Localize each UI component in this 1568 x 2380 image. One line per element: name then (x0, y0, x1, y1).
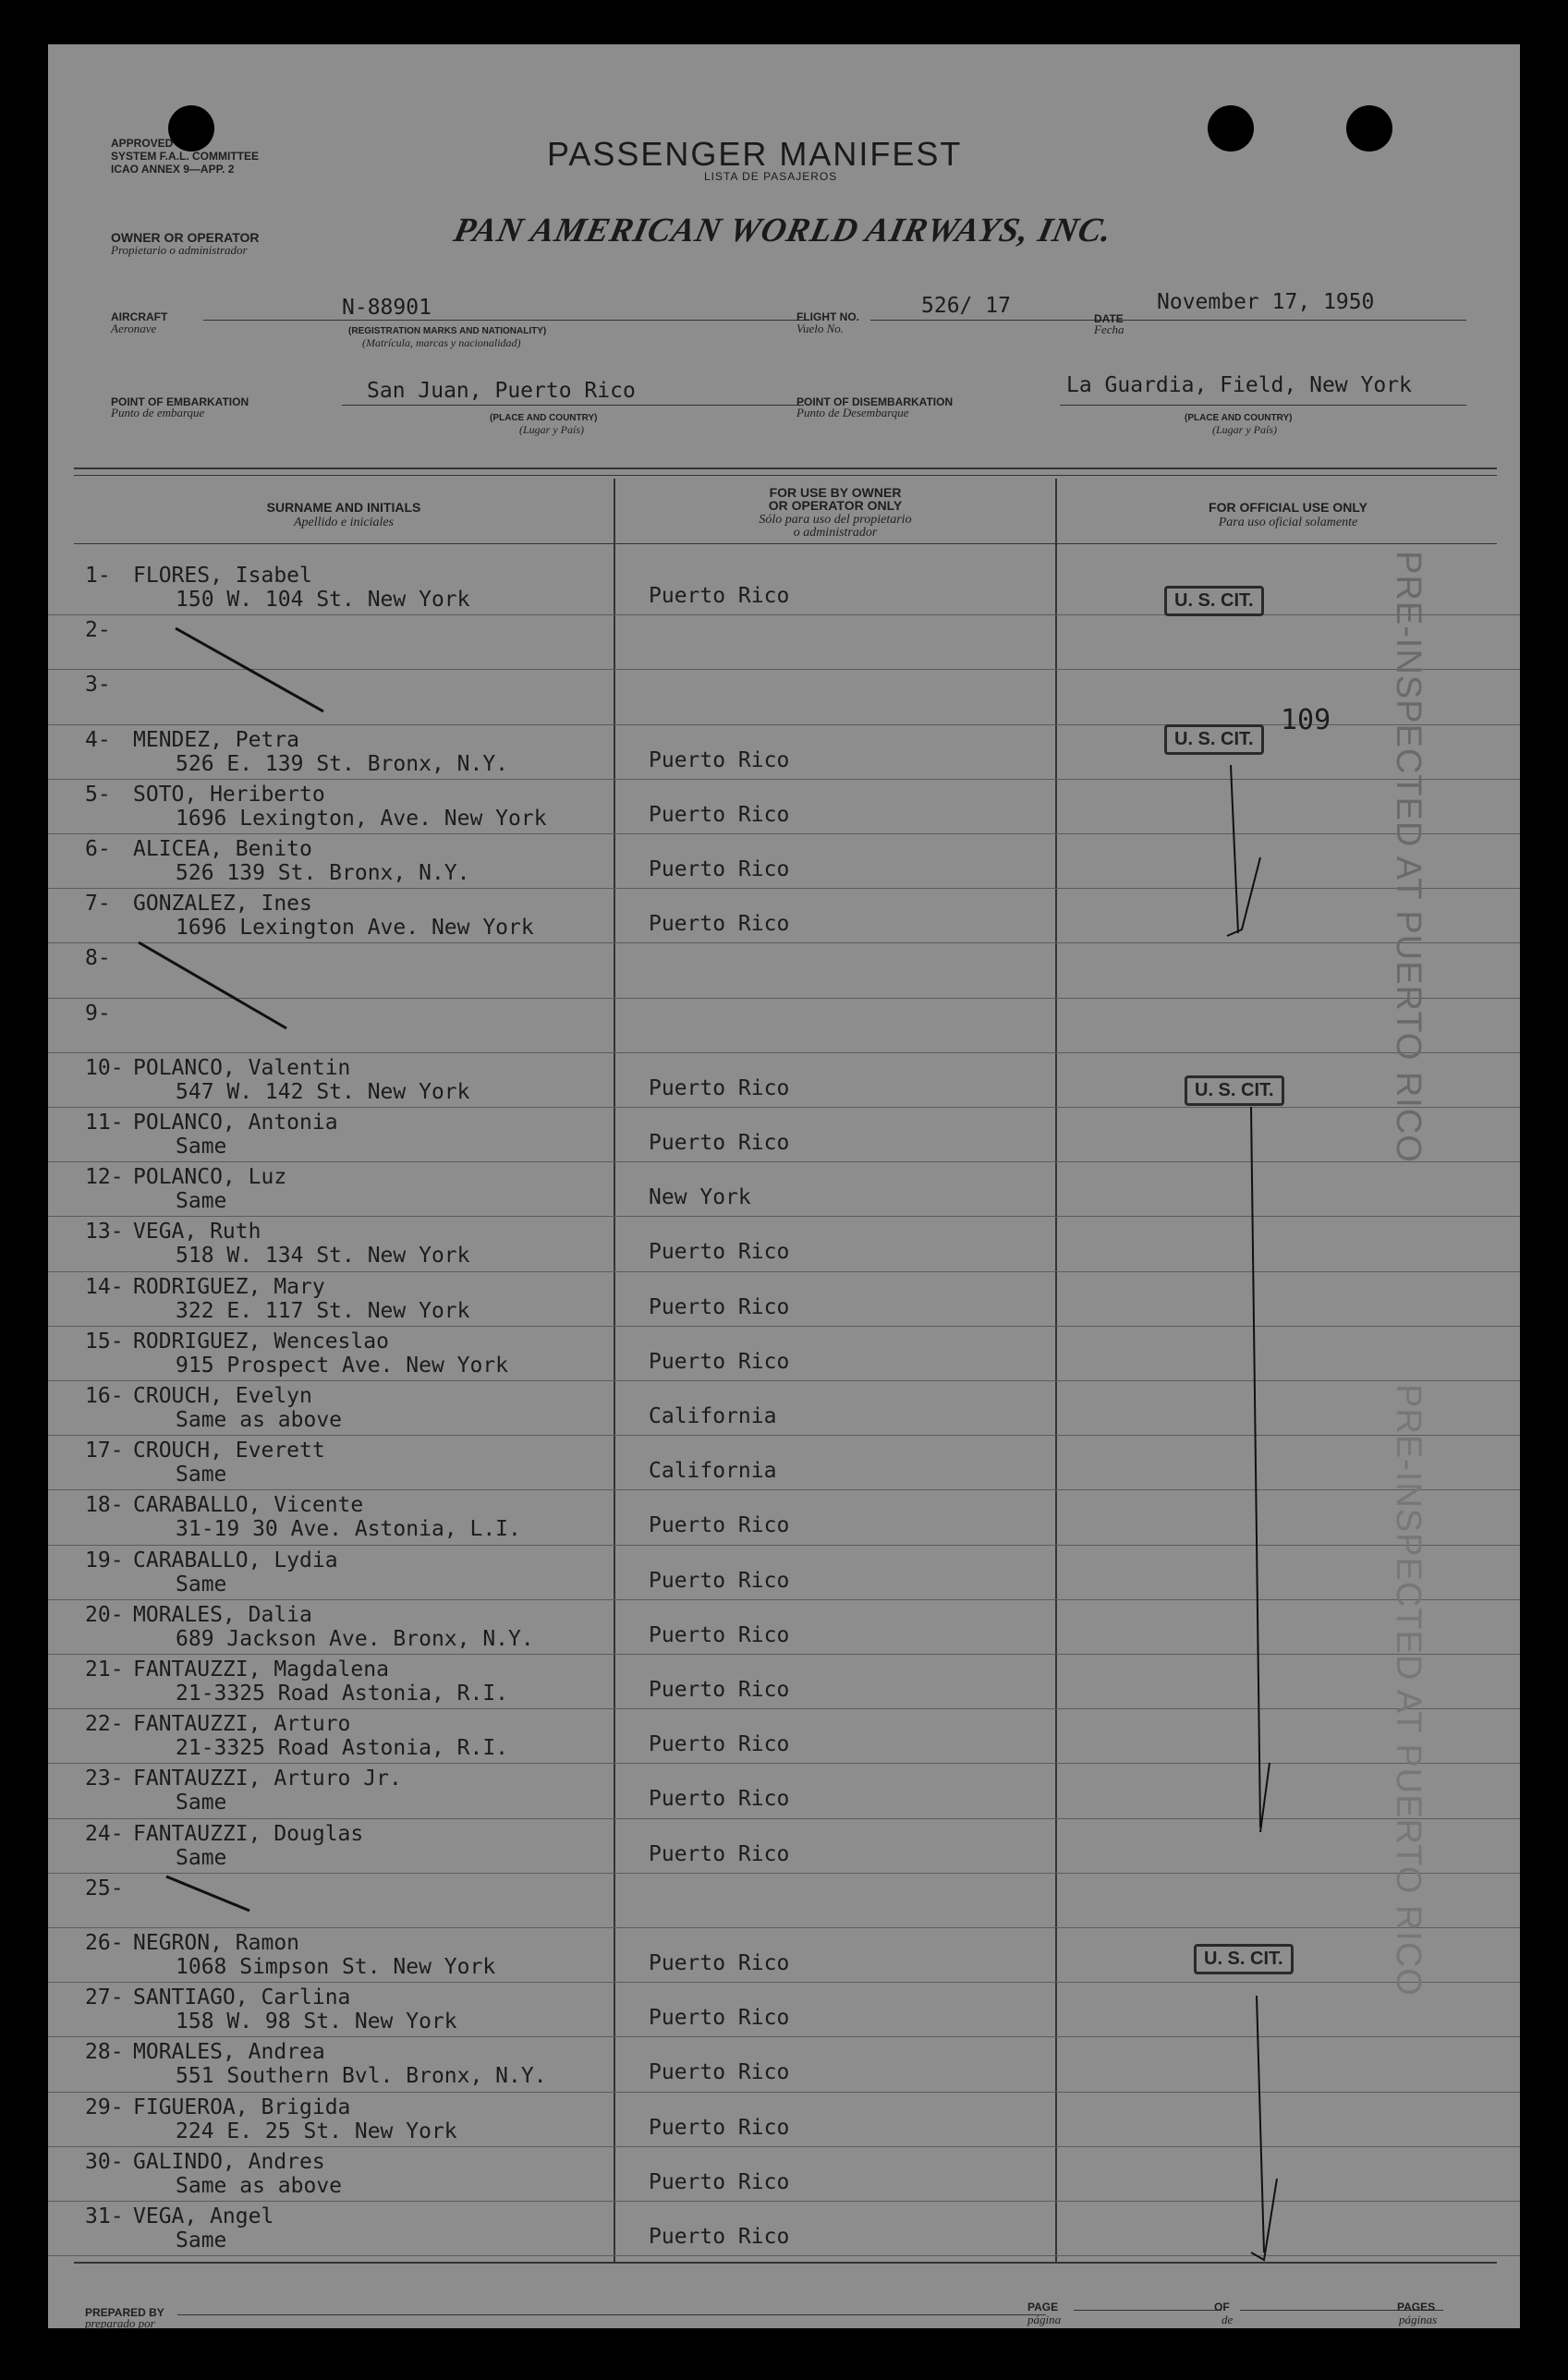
row-number: 19- (85, 1548, 124, 1572)
passenger-address: Same (176, 1189, 227, 1214)
passenger-address: 31-19 30 Ave. Astonia, L.I. (176, 1517, 521, 1542)
passenger-address: Same (176, 1572, 227, 1597)
passenger-address: 158 W. 98 St. New York (176, 2010, 457, 2034)
passenger-address: Same as above (176, 2173, 343, 2198)
passenger-origin: Puerto Rico (649, 912, 790, 937)
row-number: 3- (85, 673, 111, 698)
prepared-underline (177, 2314, 1046, 2315)
passenger-origin: California (649, 1459, 777, 1484)
disembark-place-note: (PLACE AND COUNTRY) (1185, 413, 1293, 423)
passenger-address: Same (176, 1845, 227, 1870)
passenger-address: 224 E. 25 St. New York (176, 2119, 457, 2143)
col2-header-es1: Sólo para uso del propietario (759, 513, 912, 527)
row-number: 28- (85, 2040, 124, 2065)
tick-line (1257, 1996, 1264, 2252)
row-number: 30- (85, 2149, 124, 2174)
embark-label-es: Punto de embarque (111, 406, 205, 419)
us-cit-stamp: U. S. CIT. (1164, 586, 1264, 616)
passenger-name: FANTAUZZI, Douglas (133, 1821, 364, 1846)
row-number: 26- (85, 1931, 124, 1955)
passenger-address: Same as above (176, 1408, 343, 1432)
disembark-place-note-es: (Lugar y País) (1212, 423, 1277, 436)
passenger-origin: Puerto Rico (649, 857, 790, 881)
row-number: 16- (85, 1384, 124, 1408)
embark-place-note: (PLACE AND COUNTRY) (490, 413, 598, 423)
manifest-sheet (48, 44, 1520, 2328)
passenger-address: 689 Jackson Ave. Bronx, N.Y. (176, 1626, 534, 1651)
passenger-origin: Puerto Rico (649, 1787, 790, 1812)
passenger-address: Same (176, 1135, 227, 1159)
passenger-address: 1696 Lexington, Ave. New York (176, 806, 547, 831)
flight-label-es: Vuelo No. (796, 322, 845, 335)
aircraft-label-es: Aeronave (111, 322, 157, 335)
passenger-origin: Puerto Rico (649, 2169, 790, 2194)
row-number: 20- (85, 1602, 124, 1627)
approval-line: ICAO ANNEX 9—APP. 2 (111, 163, 235, 176)
passenger-name: SOTO, Heriberto (133, 782, 325, 807)
passenger-name: POLANCO, Valentin (133, 1055, 351, 1080)
disembark-label-es: Punto de Desembarque (796, 406, 909, 419)
passenger-name: FANTAUZZI, Magdalena (133, 1658, 389, 1682)
registration-note-es: (Matrícula, marcas y nacionalidad) (362, 336, 521, 349)
registration-note: (REGISTRATION MARKS AND NATIONALITY) (348, 326, 547, 336)
row-number: 9- (85, 1001, 111, 1026)
strike-line (176, 628, 323, 711)
col3-header-es: Para uso oficial solamente (1218, 516, 1358, 529)
row-number: 22- (85, 1712, 124, 1737)
passenger-name: NEGRON, Ramon (133, 1931, 300, 1955)
passenger-name: MORALES, Dalia (133, 1602, 312, 1627)
check-mark (1260, 1763, 1270, 1832)
passenger-address: 526 139 St. Bronx, N.Y. (176, 861, 470, 885)
page-title: PASSENGER MANIFEST (547, 135, 963, 173)
passenger-name: ALICEA, Benito (133, 837, 312, 861)
passenger-address: Same (176, 1791, 227, 1815)
passenger-origin: Puerto Rico (649, 802, 790, 827)
row-number: 29- (85, 2095, 124, 2119)
col2-header-l1: FOR USE BY OWNER (769, 485, 902, 500)
col2-header-es2: o administrador (793, 526, 878, 540)
page-subtitle: LISTA DE PASAJEROS (704, 170, 838, 183)
passenger-name: RODRIGUEZ, Wenceslao (133, 1329, 389, 1354)
tick-line (1231, 765, 1238, 933)
row-number: 13- (85, 1220, 124, 1245)
prepared-label: PREPARED BY (85, 2306, 164, 2319)
us-cit-stamp: U. S. CIT. (1194, 1944, 1294, 1974)
flight-label: FLIGHT NO. (796, 310, 859, 323)
passenger-address: 150 W. 104 St. New York (176, 588, 470, 612)
strike-marks (48, 44, 1520, 2328)
passenger-origin: Puerto Rico (649, 2006, 790, 2031)
row-number: 27- (85, 1985, 124, 2010)
embark-label: POINT OF EMBARKATION (111, 395, 249, 408)
passenger-name: POLANCO, Antonia (133, 1111, 338, 1135)
passenger-name: FLORES, Isabel (133, 564, 312, 588)
row-number: 1- (85, 564, 111, 588)
row-number: 11- (85, 1111, 124, 1135)
passenger-origin: Puerto Rico (649, 2225, 790, 2249)
aircraft-value: N-88901 (342, 296, 432, 320)
passenger-origin: Puerto Rico (649, 1568, 790, 1593)
disembark-label: POINT OF DISEMBARKATION (796, 395, 954, 408)
passenger-origin: Puerto Rico (649, 1240, 790, 1265)
row-number: 21- (85, 1658, 124, 1682)
passenger-name: FANTAUZZI, Arturo (133, 1712, 351, 1737)
check-mark (1227, 857, 1260, 936)
row-number: 10- (85, 1055, 124, 1080)
passenger-address: 518 W. 134 St. New York (176, 1244, 470, 1269)
passenger-origin: Puerto Rico (649, 1678, 790, 1702)
passenger-name: SANTIAGO, Carlina (133, 1985, 351, 2010)
pages-label: PAGES (1397, 2301, 1436, 2313)
embark-place-note-es: (Lugar y País) (519, 423, 584, 436)
passenger-address: 547 W. 142 St. New York (176, 1079, 470, 1104)
passenger-origin: Puerto Rico (649, 1951, 790, 1975)
page-underline (1074, 2310, 1222, 2311)
row-number: 12- (85, 1165, 124, 1190)
passenger-address: Same (176, 2228, 227, 2252)
passenger-name: GALINDO, Andres (133, 2149, 325, 2174)
prepared-label-es: preparado por (85, 2316, 155, 2330)
col1-header-es: Apellido e iniciales (293, 516, 395, 529)
passenger-origin: Puerto Rico (649, 1294, 790, 1319)
passenger-name: CARABALLO, Vicente (133, 1493, 364, 1518)
passenger-origin: California (649, 1404, 777, 1428)
col2-header-l2: OR OPERATOR ONLY (768, 498, 903, 513)
col1-header: SURNAME AND INITIALS (266, 500, 421, 515)
passenger-address: Same (176, 1463, 227, 1488)
row-number: 31- (85, 2204, 124, 2228)
passenger-name: MENDEZ, Petra (133, 727, 300, 752)
row-number: 7- (85, 892, 111, 917)
row-number: 8- (85, 946, 111, 971)
passenger-origin: Puerto Rico (649, 1075, 790, 1100)
passenger-address: 21-3325 Road Astonia, R.I. (176, 1736, 509, 1761)
passenger-address: 915 Prospect Ave. New York (176, 1353, 509, 1378)
of-label-es: de (1222, 2313, 1234, 2326)
passenger-origin: Puerto Rico (649, 1513, 790, 1538)
passenger-origin: Puerto Rico (649, 1131, 790, 1155)
passenger-name: GONZALEZ, Ines (133, 892, 312, 917)
us-cit-stamp: U. S. CIT. (1164, 724, 1264, 755)
passenger-address: 526 E. 139 St. Bronx, N.Y. (176, 751, 509, 776)
passenger-name: CROUCH, Everett (133, 1439, 325, 1463)
disembark-value: La Guardia, Field, New York (1066, 373, 1412, 397)
row-number: 25- (85, 1876, 124, 1900)
passenger-name: RODRIGUEZ, Mary (133, 1274, 325, 1299)
row-number: 18- (85, 1493, 124, 1518)
row-number: 14- (85, 1274, 124, 1299)
passenger-address: 1696 Lexington Ave. New York (176, 916, 534, 941)
handwritten-number: 109 (1281, 704, 1331, 736)
passenger-name: CROUCH, Evelyn (133, 1384, 312, 1408)
row-number: 15- (85, 1329, 124, 1354)
row-number: 5- (85, 782, 111, 807)
date-label-es: Fecha (1094, 322, 1124, 336)
strike-line (139, 942, 286, 1028)
preinspected-stamp: PRE-INSPECTED AT PUERTO RICO (1389, 1384, 1428, 1997)
col3-header: FOR OFFICIAL USE ONLY (1209, 500, 1367, 515)
passenger-address: 21-3325 Road Astonia, R.I. (176, 1682, 509, 1706)
passenger-address: 322 E. 117 St. New York (176, 1298, 470, 1323)
passenger-origin: Puerto Rico (649, 1841, 790, 1866)
approval-line: APPROVED (111, 137, 174, 150)
passenger-name: VEGA, Angel (133, 2204, 274, 2228)
row-number: 23- (85, 1767, 124, 1791)
passenger-origin: Puerto Rico (649, 2060, 790, 2085)
passenger-name: FIGUEROA, Brigida (133, 2095, 351, 2119)
passenger-origin: Puerto Rico (649, 1732, 790, 1757)
passenger-origin: Puerto Rico (649, 1622, 790, 1647)
page-label: PAGE (1027, 2301, 1059, 2313)
embark-value: San Juan, Puerto Rico (367, 379, 636, 403)
passenger-name: MORALES, Andrea (133, 2040, 325, 2065)
owner-label-es: Propietario o administrador (111, 243, 248, 257)
aircraft-label: AIRCRAFT (111, 310, 168, 323)
flight-value: 526/ 17 (921, 294, 1011, 318)
strike-line (166, 1876, 249, 1911)
passenger-name: POLANCO, Luz (133, 1165, 287, 1190)
row-number: 24- (85, 1821, 124, 1846)
row-number: 17- (85, 1439, 124, 1463)
row-number: 4- (85, 727, 111, 752)
company-name: PAN AMERICAN WORLD AIRWAYS, INC. (450, 212, 1116, 249)
passenger-origin: New York (649, 1185, 751, 1210)
pages-label-es: páginas (1399, 2313, 1438, 2326)
approval-line: SYSTEM F.A.L. COMMITTEE (111, 150, 260, 163)
date-label: DATE (1094, 312, 1124, 325)
passenger-address: 1068 Simpson St. New York (176, 1955, 496, 1979)
us-cit-stamp: U. S. CIT. (1185, 1075, 1284, 1106)
passenger-origin: Puerto Rico (649, 2115, 790, 2140)
passenger-origin: Puerto Rico (649, 584, 790, 608)
passenger-name: FANTAUZZI, Arturo Jr. (133, 1767, 402, 1791)
date-value: November 17, 1950 (1157, 290, 1375, 314)
passenger-origin: Puerto Rico (649, 747, 790, 772)
row-number: 2- (85, 618, 111, 643)
footer-rule (74, 2262, 1497, 2264)
preinspected-stamp: PRE-INSPECTED AT PUERTO RICO (1389, 551, 1428, 1163)
passenger-name: VEGA, Ruth (133, 1220, 261, 1245)
tick-line (1251, 1107, 1260, 1828)
page-label-es: página (1027, 2313, 1062, 2326)
passenger-origin: Puerto Rico (649, 1349, 790, 1374)
row-number: 6- (85, 837, 111, 861)
owner-label: OWNER OR OPERATOR (111, 230, 260, 245)
of-label: OF (1214, 2301, 1230, 2313)
passenger-name: CARABALLO, Lydia (133, 1548, 338, 1572)
passenger-address: 551 Southern Bvl. Bronx, N.Y. (176, 2064, 547, 2089)
